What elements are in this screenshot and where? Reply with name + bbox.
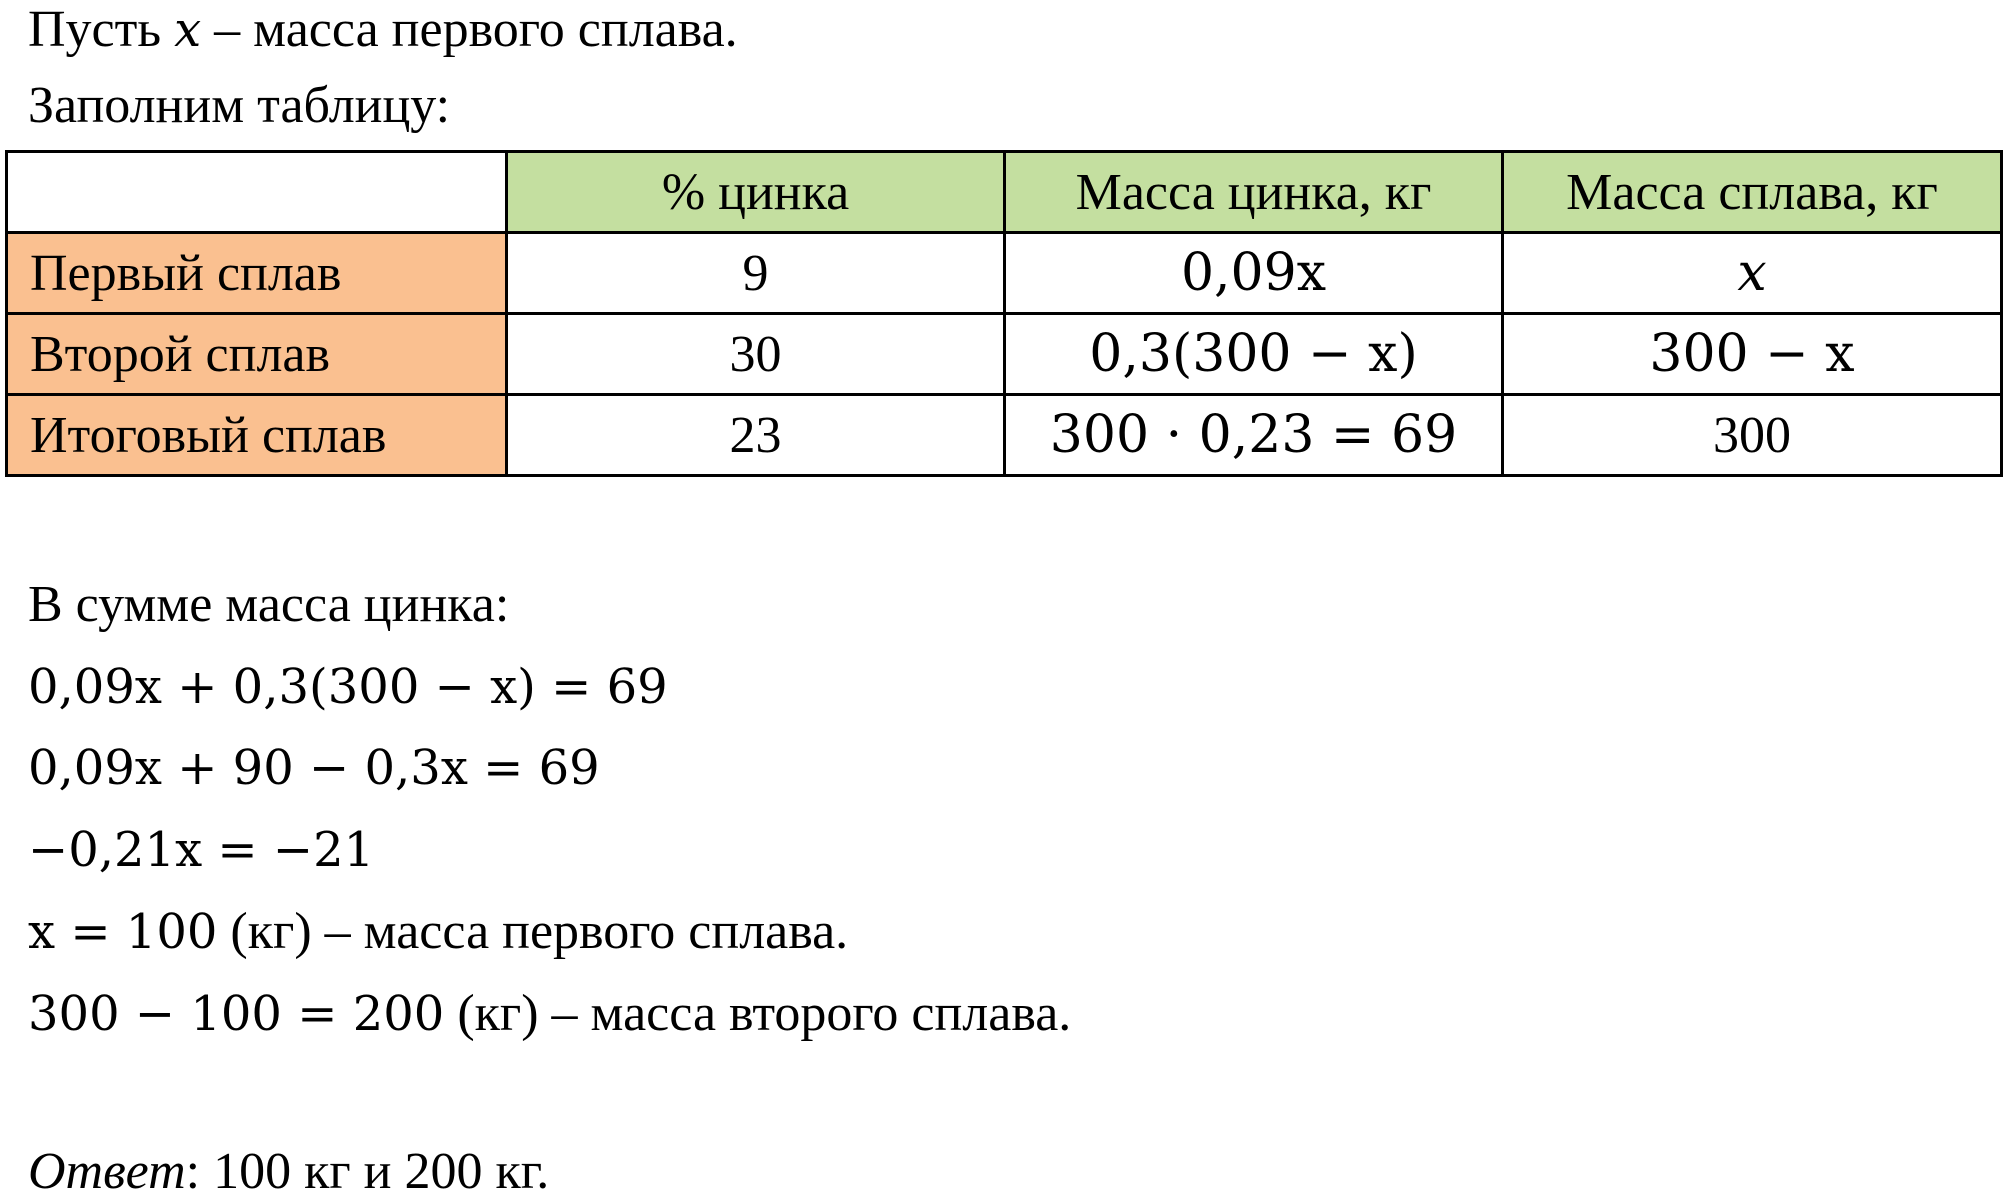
alloy-table <box>5 150 2003 477</box>
intro-line-2: Заполним таблицу: <box>28 77 451 134</box>
equation-1: 0,09x + 0,3(300 − x) = 69 <box>28 659 668 715</box>
equation-2: 0,09x + 90 − 0,3x = 69 <box>28 740 600 796</box>
table-row <box>7 395 2002 476</box>
intro-prefix: Пусть <box>28 1 175 58</box>
equation-4-math: x = 100 <box>28 904 218 960</box>
table-header-row <box>7 152 2002 233</box>
intro-suffix: – масса первого сплава. <box>201 1 738 58</box>
header-zinc-mass: Масса цинка, кг <box>1005 152 1503 233</box>
cell-percent: 9 <box>507 233 1005 314</box>
cell-zinc-mass: 0,09x <box>1005 233 1503 314</box>
cell-percent: 23 <box>507 395 1005 476</box>
answer-label: Ответ <box>28 1143 186 1200</box>
cell-zinc-mass: 300 · 0,23 = 69 <box>1005 395 1503 476</box>
cell-alloy-mass: 300 <box>1503 395 2002 476</box>
variable-x: x <box>174 2 202 58</box>
table-corner-cell <box>7 152 507 233</box>
solution-heading: В сумме масса цинка: <box>28 576 510 633</box>
row-label: Второй сплав <box>7 314 507 395</box>
table-row <box>7 233 2002 314</box>
header-alloy-mass: Масса сплава, кг <box>1503 152 2002 233</box>
table-row <box>7 314 2002 395</box>
cell-percent: 30 <box>507 314 1005 395</box>
equation-4 <box>28 902 848 962</box>
equation-4-text: (кг) – масса первого сплава. <box>217 903 849 960</box>
answer-text: : 100 кг и 200 кг. <box>185 1143 550 1200</box>
row-label: Первый сплав <box>7 233 507 314</box>
row-label: Итоговый сплав <box>7 395 507 476</box>
cell-zinc-mass: 0,3(300 − x) <box>1005 314 1503 395</box>
header-percent-zinc: % цинка <box>507 152 1005 233</box>
intro-line-1 <box>28 0 738 60</box>
cell-alloy-mass: 300 − x <box>1503 314 2002 395</box>
equation-5-math: 300 − 100 = 200 <box>28 986 445 1042</box>
equation-5-text: (кг) – масса второго сплава. <box>444 985 1072 1042</box>
equation-5 <box>28 984 1071 1044</box>
answer-line <box>28 1142 549 1202</box>
equation-3: −0,21x = −21 <box>28 822 375 878</box>
cell-alloy-mass: x <box>1503 233 2002 314</box>
